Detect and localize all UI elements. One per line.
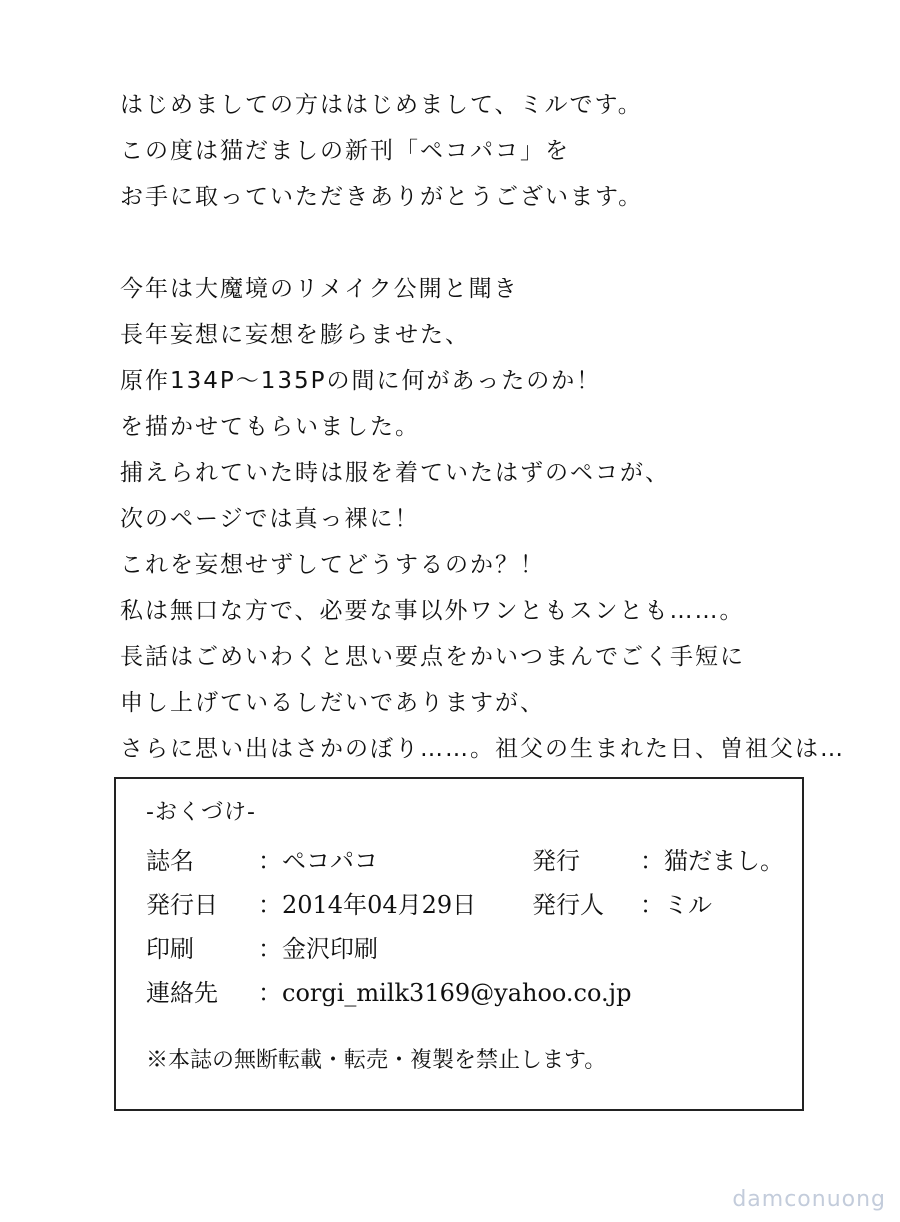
afterword-paragraph [120,266,880,772]
contact-email: ：corgi_milk3169@yahoo.co.jp [258,979,632,1007]
copyright-notice: ※本誌の無断転載・転売・複製を禁止します。 [146,1048,607,1073]
afterword-line: 長話はごめいわくと思い要点をかいつまんでごく手短に [120,644,745,670]
afterword-text [120,82,880,772]
afterword-line: 長年妄想に妄想を膨らませた、 [120,322,470,348]
colophon-label: 印刷 [146,935,194,963]
colophon-value: ：金沢印刷 [258,935,378,963]
afterword-line: はじめましての方ははじめまして、ミルです。 [120,92,643,118]
colophon-title: -おくづけ- [146,800,256,825]
afterword-line: 次のページでは真っ裸に！ [120,506,420,532]
afterword-line: 申し上げているしだいでありますが、 [120,690,545,716]
colophon-value: ：ミル [640,891,712,919]
colophon-value: ：2014年04月29日 [258,891,477,919]
colophon-label: 連絡先 [146,979,218,1007]
afterword-line: 私は無口な方で、必要な事以外ワンともスンとも……。 [120,598,745,624]
colophon-label: 発行人 [532,891,604,919]
colophon-value: ：猫だまし。 [640,847,784,875]
afterword-line: さらに思い出はさかのぼり……。祖父の生まれた日、曽祖父は… [120,736,845,762]
colophon-label: 誌名 [146,847,194,875]
colophon-value: ：ペコパコ [258,847,378,875]
afterword-line: これを妄想せずしてどうするのか？！ [120,552,545,578]
afterword-line: を描かせてもらいました。 [120,414,420,440]
afterword-line: お手に取っていただきありがとうございます。 [120,184,644,210]
watermark: damconuong [732,1187,886,1212]
afterword-line: この度は猫だましの新刊「ペコパコ」を [120,138,570,164]
afterword-line: 捕えられていた時は服を着ていたはずのペコが、 [120,460,670,486]
colophon-label: 発行日 [146,891,218,919]
afterword-line: 原作134P〜135Pの間に何があったのか！ [120,368,602,394]
colophon-box [114,777,804,1111]
colophon-label: 発行 [532,847,580,875]
afterword-line: 今年は大魔境のリメイク公開と聞き [120,276,519,302]
afterword-paragraph [120,82,880,220]
